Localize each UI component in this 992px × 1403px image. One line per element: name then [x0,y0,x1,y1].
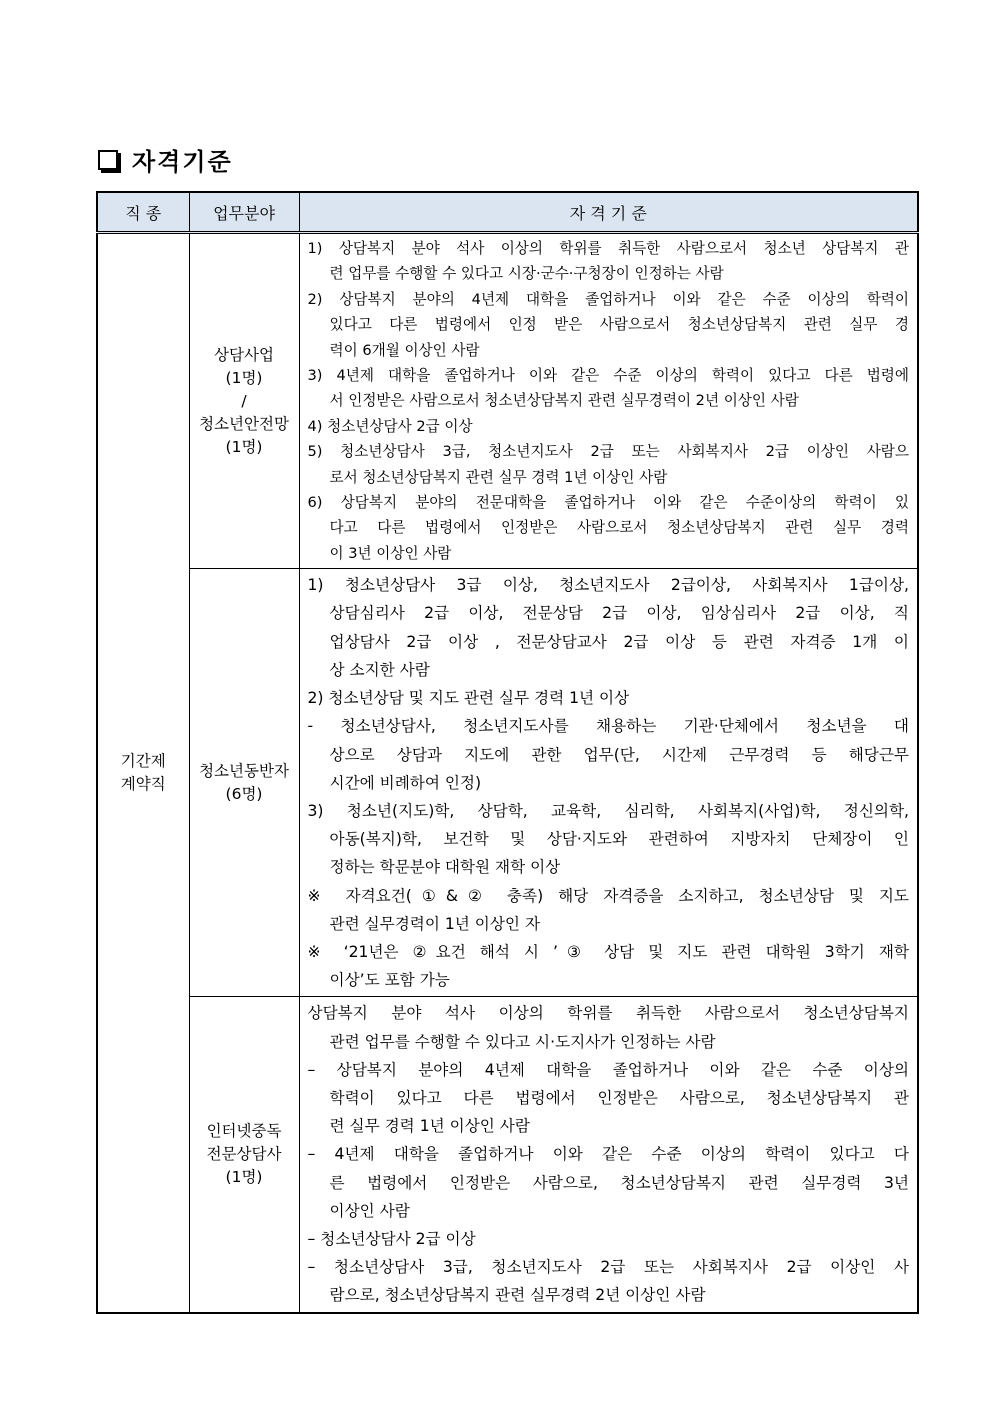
criteria-line: 람으로, 청소년상담복지 관련 실무경력 2년 이상인 사람 [329,1286,706,1305]
checkbox-square-icon [98,150,118,170]
criteria-cell [299,233,918,569]
criteria-line: 력이 6개월 이상인 사람 [329,341,480,359]
criteria-line: 정하는 학문분야 대학원 재학 이상 [329,858,561,877]
table-row [97,233,918,569]
criteria-cell [299,569,918,997]
area-line: (1명) [225,368,263,387]
area-line: 상담사업 [214,345,274,364]
area-line: 인터넷중독 [206,1121,282,1140]
area-line: (6명) [225,784,263,803]
criteria-line: 이상’도 포함 가능 [329,971,450,990]
header-work-area: 업무분야 [189,192,299,233]
work-area-cell [189,997,299,1313]
job-type-line: 계약직 [120,774,166,793]
area-line: 전문상담사 [206,1144,282,1163]
criteria-line: 2) 청소년상담 및 지도 관련 실무 경력 1년 이상 [307,689,630,708]
section-title: 자격기준 [132,148,233,176]
criteria-line: 있다고 다른 법령에서 인정 받은 사람으로서 청소년상담복지 관련 실무 경 [329,316,909,334]
table-row [97,569,918,997]
header-job-type: 직 종 [97,192,189,233]
job-type-line: 기간제 [120,751,166,770]
area-line: (1명) [225,437,263,456]
criteria-line: 상담복지 분야 석사 이상의 학위를 취득한 사람으로서 청소년상담복지 [307,1004,909,1023]
criteria-table [96,191,919,1314]
criteria-line: 3) 청소년(지도)학, 상담학, 교육학, 심리학, 사회복지(사업)학, 정신의학, [307,801,909,820]
area-line: 청소년동반자 [199,761,289,780]
criteria-line: 6) 상담복지 분야의 전문대학을 졸업하거나 이와 같은 수준이상의 학력이 있 [307,494,909,512]
criteria-line: 상담심리사 2급 이상, 전문상담 2급 이상, 임상심리사 2급 이상, 직 [329,604,909,623]
section-heading [98,142,233,177]
criteria-cell [299,997,918,1313]
area-line: 청소년안전망 [199,414,289,433]
criteria-line: 1) 상담복지 분야 석사 이상의 학위를 취득한 사람으로서 청소년 상담복지 관 [307,240,909,257]
criteria-line: 업상담사 2급 이상 , 전문상담교사 2급 이상 등 관련 자격증 1개 이 [329,632,909,651]
criteria-line: – 4년제 대학을 졸업하거나 이와 같은 수준 이상의 학력이 있다고 다 [307,1145,909,1164]
area-line: (1명) [225,1167,263,1186]
criteria-line: 1) 청소년상담사 3급 이상, 청소년지도사 2급이상, 사회복지사 1급이상, [307,576,909,595]
criteria-line: 련 업무를 수행할 수 있다고 시장·군수·구청장이 인정하는 사람 [329,265,724,283]
criteria-line: 이상인 사람 [329,1201,410,1220]
criteria-line: 서 인정받은 사람으로서 청소년상담복지 관련 실무경력이 2년 이상인 사람 [329,392,799,410]
criteria-line: 3) 4년제 대학을 졸업하거나 이와 같은 수준 이상의 학력이 있다고 다른 법령에 [307,367,909,385]
job-type-cell [97,233,189,1313]
criteria-line: 련 실무 경력 1년 이상인 사람 [329,1117,530,1136]
criteria-line: 아동(복지)학, 보건학 및 상담·지도와 관련하여 지방자치 단체장이 인 [329,830,909,849]
criteria-line: 상으로 상담과 지도에 관한 업무(단, 시간제 근무경력 등 해당근무 [329,745,909,764]
criteria-line: – 청소년상담사 2급 이상 [307,1229,476,1248]
criteria-line: – 청소년상담사 3급, 청소년지도사 2급 또는 사회복지사 2급 이상인 사 [307,1258,909,1277]
criteria-line: 학력이 있다고 다른 법령에서 인정받은 사람으로, 청소년상담복지 관 [329,1088,909,1107]
criteria-line: 다고 다른 법령에서 인정받은 사람으로서 청소년상담복지 관련 실무 경력 [329,519,909,537]
criteria-line: 상 소지한 사람 [329,660,430,679]
criteria-line: ※ 자격요건(①&② 충족) 해당 자격증을 소지하고, 청소년상담 및 지도 [307,886,909,905]
criteria-line: 른 법령에서 인정받은 사람으로, 청소년상담복지 관련 실무경력 3년 [329,1173,909,1192]
criteria-line: 5) 청소년상담사 3급, 청소년지도사 2급 또는 사회복지사 2급 이상인 사람으 [307,443,909,461]
area-line: / [241,391,247,410]
criteria-line: 로서 청소년상담복지 관련 실무 경력 1년 이상인 사람 [329,468,668,486]
criteria-line: 4) 청소년상담사 2급 이상 [307,417,473,435]
table-row [97,997,918,1313]
criteria-line: 2) 상담복지 분야의 4년제 대학을 졸업하거나 이와 같은 수준 이상의 학력이 [307,290,909,308]
criteria-line: 관련 업무를 수행할 수 있다고 시·도지사가 인정하는 사람 [329,1032,716,1051]
work-area-cell [189,233,299,569]
criteria-line: 이 3년 이상인 사람 [329,544,452,562]
criteria-line: 시간에 비례하여 인정) [329,773,482,792]
criteria-line: - 청소년상담사, 청소년지도사를 채용하는 기관·단체에서 청소년을 대 [307,717,909,736]
criteria-line: ※ ‘21년은 ②요건 해석 시 ’③ 상담 및 지도 관련 대학원 3학기 재학 [307,942,909,961]
work-area-cell [189,569,299,997]
criteria-line: 관련 실무경력이 1년 이상인 자 [329,914,541,933]
header-criteria: 자 격 기 준 [299,192,918,233]
criteria-line: – 상담복지 분야의 4년제 대학을 졸업하거나 이와 같은 수준 이상의 [307,1060,909,1079]
table-header-row [97,192,918,233]
